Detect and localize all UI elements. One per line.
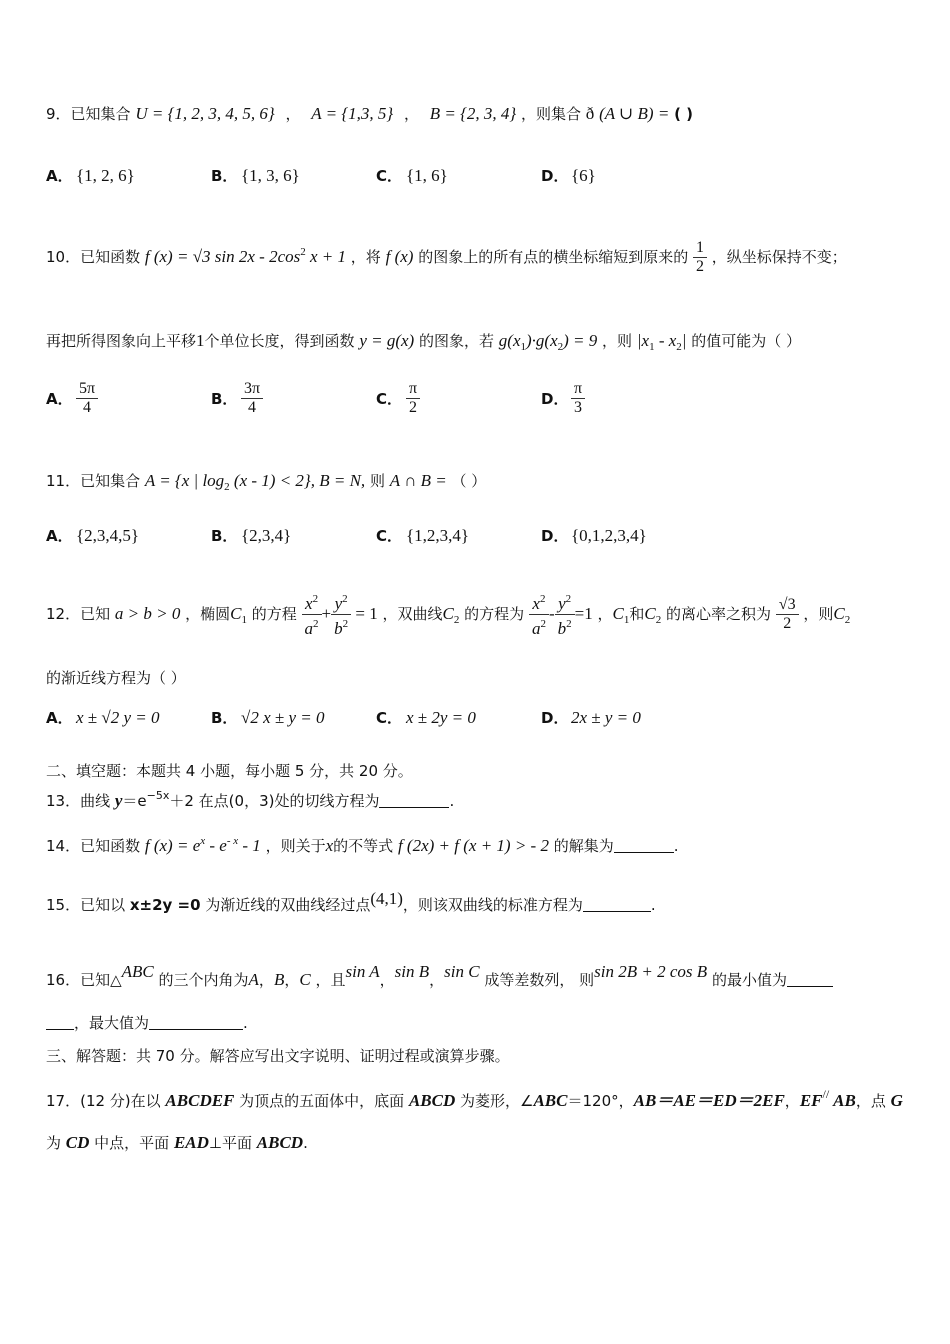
q14-inequality: f (2x) + f (x + 1) > - 2 <box>397 836 549 855</box>
q13-answer-blank[interactable] <box>379 807 449 808</box>
q9-answer-paren: ( ) <box>674 105 694 123</box>
q10-half-fraction: $\frac{1}{2}$ <box>693 239 707 276</box>
q15-answer-blank[interactable] <box>583 911 651 912</box>
q12-stem: 12．已知 a > b > 0 ，椭圆$C_1$ 的方程 $\frac{x^2}{a^2}$ + $\frac{y^2}{b^2}$ = 1 ，双曲线$C_2$ 的方程为 $\frac{x^2}{a^2}$ - $\frac{y^2}{b^2}$ =1 ，$C_1$和$C_2$ 的离心率之积为 $\frac{√3}{2}$ ，则$C_2$ <box>46 590 910 642</box>
q10-option-a: A． $\frac{5\pi}{4}$ <box>46 380 98 417</box>
section-solution-title: 三、解答题：共 70 分。解答应写出文字说明、证明过程或演算步骤。 <box>46 1047 510 1065</box>
q17-stem: 17．(12 分)在以 ABCDEF 为顶点的五面体中，底面 ABCD 为菱形，∠ABC＝120°，AB＝AE＝ED＝2EF，EF// AB，点 G <box>46 1087 903 1110</box>
q9-stem: 9．已知集合 U = {1, 2, 3, 4, 5, 6} ， A = {1,3, 5} ， B = {2, 3, 4} ，则集合 ð (A ∪ B) = ( ) <box>46 104 694 123</box>
q9-text: ，则集合 <box>520 105 581 123</box>
q9-option-d: D． {6} <box>541 166 596 185</box>
q14-answer-blank[interactable] <box>614 852 674 853</box>
q16-min-blank[interactable] <box>787 986 833 987</box>
q9-set-a: A = {1,3, 5} <box>311 104 394 123</box>
q17-stem-line2: 为 CD 中点，平面 EAD⊥平面 ABCD. <box>46 1133 308 1152</box>
q11-set-a: A = {x | log <box>144 471 225 490</box>
q11-stem: 11．已知集合 A = {x | $\log_2 (x - 1) < 2$}, B = N, 则 A ∩ B = （ ） <box>46 471 487 493</box>
q10-option-d: D． $\frac{\pi}{3}$ <box>541 380 585 417</box>
q16-stem: 16．已知△ABC 的三个内角为A，B，C ，且sin A，sin B，sin C 成等差数列， 则sin 2B + 2 cos B 的最小值为 <box>46 955 910 997</box>
q9-set-b: B = {2, 3, 4} <box>429 104 517 123</box>
q9-expression: (A ∪ B) = <box>599 104 670 123</box>
q11-option-a: A． {2,3,4,5} <box>46 526 140 545</box>
q10-g-function: y = g(x) <box>359 331 415 350</box>
q9-set-u: U = {1, 2, 3, 4, 5, 6} <box>135 104 275 123</box>
q10-stem: 10．已知函数 f (x) = √3 $\sin 2x - 2\cos^2$ x + 1 ，将 f (x) 的图象上的所有点的横坐标缩短到原来的 $\frac{1}{2}$ ，纵坐标保持不变； <box>46 239 847 275</box>
q16-stem-line2: ，最大值为 . <box>46 1012 910 1034</box>
q12-option-c: C． x ± 2y = 0 <box>376 708 476 727</box>
q12-eccentricity-product: $\frac{√3}{2}$ <box>776 596 799 633</box>
section-fill-in-title: 二、填空题：本题共 4 小题，每小题 5 分，共 20 分。 <box>46 762 413 780</box>
q9-complement-symbol: ð <box>585 104 595 123</box>
q11-option-b: B． {2,3,4} <box>211 526 292 545</box>
q10-option-c: C． $\frac{\pi}{2}$ <box>376 380 420 417</box>
q9-intro: 9．已知集合 <box>46 105 131 123</box>
q12-stem-line2: 的渐近线方程为（ ） <box>46 669 186 687</box>
q14-stem: 14．已知函数 f $(x) = e^x - e^{- x} - 1$ ，则关于x的不等式 f (2x) + f (x + 1) > - 2 的解集为 . <box>46 835 679 855</box>
q16-max-blank[interactable] <box>149 1029 243 1030</box>
q10-option-b: B． $\frac{3\pi}{4}$ <box>211 380 263 417</box>
q13-stem: 13．曲线 $y=e^{-5x}+2$ 在点(0，3)处的切线方程为 . <box>46 789 455 810</box>
q11-option-c: C． {1,2,3,4} <box>376 526 470 545</box>
q9-option-c: C． {1, 6} <box>376 166 448 185</box>
q15-stem: 15．已知以 x±2y =0 为渐近线的双曲线经过点(4,1)，则该双曲线的标准方程为 . <box>46 889 656 914</box>
q12-option-b: B． √2 x ± y = 0 <box>211 708 325 727</box>
q11-option-d: D． {0,1,2,3,4} <box>541 526 647 545</box>
q9-option-b: B． {1, 3, 6} <box>211 166 300 185</box>
q12-option-a: A． x ± √2 y = 0 <box>46 708 160 727</box>
q12-option-d: D． 2x ± y = 0 <box>541 708 641 727</box>
q9-option-a: A． {1, 2, 6} <box>46 166 135 185</box>
q10-function: f (x) = √3 sin 2x - 2cos <box>144 247 301 266</box>
q10-stem-line2: 再把所得图象向上平移1个单位长度，得到函数 y = g(x) 的图象，若 $g(x_1)\cdot g(x_2) = 9$ ，则 $|x_1 - x_2|$ 的值可能为（ ） <box>46 331 802 353</box>
